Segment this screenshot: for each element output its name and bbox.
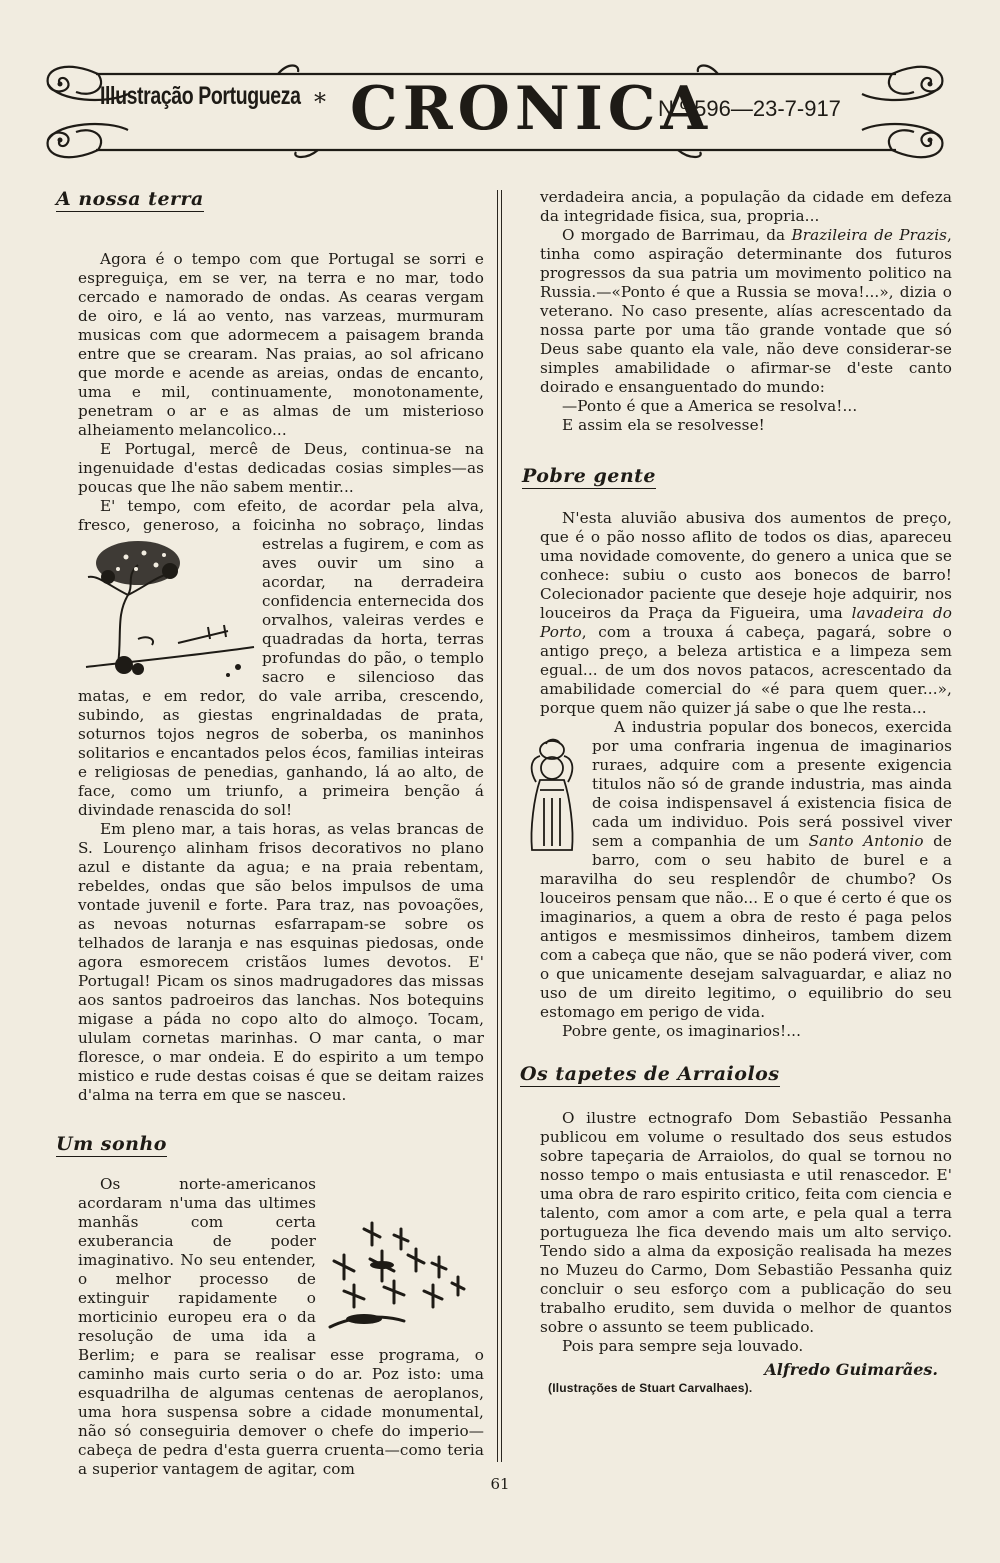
airplanes-illustration bbox=[324, 1215, 484, 1333]
page-title: CRONICA bbox=[350, 74, 713, 144]
left-column bbox=[56, 188, 484, 1479]
author-signature: Alfredo Guimarães. bbox=[764, 1360, 938, 1379]
section-title-tapetes-arraiolos: Os tapetes de Arraiolos bbox=[520, 1063, 780, 1085]
paragraph: Os norte-americanos acordaram n'uma das ultimes manhãs com certa exuberancia de poder imaginativo. No seu entender, o melhor processo de extinguir rapidamente o morticinio europeu era o da resolução de uma ida a Berlim; e para se realisar esse programa, o caminho mais curto seria o do ar. Poz isto: uma esquadrilha de algumas centenas de aeroplanos, uma hora suspensa sobre a cidade monumental, não só conseguiria demover o chefe do imperio—cabeça de pedra d'esta guerra cruenta—como teria a superior vantagem de agitar, com bbox=[78, 1175, 484, 1478]
quote-line: —Ponto é que a America se resolva!... bbox=[562, 397, 858, 415]
illustration-credit: (Ilustrações de Stuart Carvalhaes). bbox=[548, 1381, 753, 1395]
section-title-pobre-gente: Pobre gente bbox=[522, 465, 657, 487]
paragraph bbox=[540, 718, 952, 1022]
paragraph: E Portugal, mercê de Deus, continua-se na ingenuidade d'estas dedicadas cosias simples—as poucas que lhe não sabem mentir... bbox=[78, 440, 484, 496]
clay-doll-illustration bbox=[522, 738, 582, 858]
text-run: , com a trouxa á cabeça, pagará, sobre o antigo preço, a beleza artistica e a limpeza sem egual... de um dos novos patacos, acrescentado da amabilidade comercial do «é para quem quer...», porque quem não quizer já sabe o que lhe resta... bbox=[540, 623, 952, 717]
separator-star: * bbox=[314, 88, 326, 116]
paragraph: verdadeira ancia, a população da cidade em defeza da integridade fisica, sua, propria... bbox=[540, 188, 952, 225]
paragraph: E' tempo, com efeito, de acordar pela alva, fresco, generoso, a foicinha no sobraço, lindas estrelas a fugirem, e com as aves ouvir um sino a acordar, na derradeira confidencia enternecida dos orvalhos, valeiras verdes e quadradas da horta, terras profundas do pão, o templo sacro e silencioso das matas, e em redor, do vale arriba, crescendo, subindo, as giestas engrinaldadas de prata, soturnos tojos negros de soberba, os maninhos solitarios e encantados pelos écos, familias inteiras e religiosas de penedias, ganhando, lá ao alto, de face, como um triunfo, a primeira benção á divindade renascida do sol! bbox=[78, 497, 484, 819]
paragraph: Em pleno mar, a tais horas, as velas brancas de S. Lourenço alinham frisos decorativos no plano azul e distante da agua; e na praia rebentam, rebeldes, ondas que são belos impulsos de uma vontade juvenil e forte. Para traz, nas povoações, as nevoas noturnas esfarrapam-se sobre os telhados de laranja e nas esquinas piedosas, onde agora esmorecem cristãos lumes devotos. E' Portugal! Picam os sinos madrugadores das missas aos santos padroeiros das lanchas. Nos botequins migase a páda no copo alto do almoço. Tocam, ululam cornetas marinhas. O mar canta, o mar floresce, o mar ondeia. E do espirito a um tempo mistico e rude destas coisas é que se deitam raizes d'alma na terra em que se nasceu. bbox=[78, 820, 484, 1104]
section-title-nossa-terra: A nossa terra bbox=[56, 188, 204, 210]
italic-title: lavadeira do Porto bbox=[540, 604, 952, 641]
right-column bbox=[520, 188, 952, 1395]
paragraph: Pobre gente, os imaginarios!... bbox=[562, 1022, 802, 1040]
section-title-um-sonho: Um sonho bbox=[56, 1133, 167, 1155]
column-divider bbox=[497, 190, 502, 1462]
italic-title: Brazileira de Prazis bbox=[791, 226, 948, 244]
tree-landscape-illustration bbox=[78, 535, 256, 685]
paragraph: O ilustre ectnografo Dom Sebastião Pessanha publicou em volume o resultado dos seus estudos sobre tapeçaria de Arraiolos, do qual se tornou no nosso tempo o mais entusiasta e util renascedor. E' uma obra de raro espirito critico, feita com ciencia e talento, com amor a com arte, e pela qual a terra portugueza lhe fica devendo mais um alto serviço. Tendo sido a alma da exposição realisada ha mezes no Muzeu do Carmo, Dom Sebastião Pessanha quiz concluir o seu esforço com a publicação do seu trabalho erudito, sem duvida o melhor de quantos sobre o assunto se teem publicado. bbox=[540, 1109, 952, 1336]
paragraph: E assim ela se resolvesse! bbox=[562, 416, 765, 434]
paragraph: Agora é o tempo com que Portugal se sorri e espreguiça, em se ver, na terra e no mar, todo cercado e namorado de ondas. As cearas vergam de oiro, e lá ao vento, nas varzeas, murmuram musicas com que adormecem a paisagem branda entre que se crearam. Nas praias, ao sol africano que morde e acende as areias, ondas de encanto, uma e mil, continuamente, monotonamente, penetram o ar e as almas de um misterioso alheiamento melancolico... bbox=[78, 250, 484, 439]
text-run: A industria popular dos bonecos, exercida por uma confraria ingenua de imaginarios ruraes, adquire com a presente exigencia titulos não só de grande industria, mas ainda de coisa indispensavel á existencia fisica de cada um individuo. Pois será possivel viver sem a companhia de um bbox=[592, 718, 952, 850]
paragraph: Pois para sempre seja louvado. bbox=[562, 1337, 804, 1355]
italic-title: Santo Antonio bbox=[808, 832, 924, 850]
text-run: , tinha como aspiração determinante dos futuros progressos da sua patria um movimento politico na Russia.—«Ponto é que a Russia se mova!...», dizia o veterano. No caso presente, alías acrescentado da nossa parte por uma tão grande vontade que só Deus sabe quanto ela vale, não deve considerar-se simples amabilidade o afirmar-se d'este canto doirado e ensanguentado do mundo: bbox=[540, 226, 952, 396]
text-run: de barro, com o seu habito de burel e a maravilha do seu resplendôr de chumbo? Os louceiros pensam que não... E o que é certo é que os imaginarios, a quem a obra de resto é paga pelos antigos e mesmissimos dinheiros, tambem dizem com a cabeça que não, que se não poderá viver, com o que unicamente desejam salvaguardar, e aliaz no uso de um direito legitimo, o equilibrio do seu estomago em perigo de vida. bbox=[540, 832, 952, 1021]
page-number: 61 bbox=[490, 1475, 510, 1493]
text-run: N'esta aluvião abusiva dos aumentos de preço, que é o pão nosso aflito de todos os dias, apareceu uma novidade comovente, do genero a unica que se conhece: subiu o custo aos bonecos de barro! Colecionador paciente que deseje hoje adquirir, nos louceiros da Praça da Figueira, uma bbox=[540, 509, 952, 622]
paragraph bbox=[540, 509, 952, 718]
masthead-title: Illustração Portugueza bbox=[100, 82, 301, 110]
issue-number-date: N.º 596—23-7-917 bbox=[658, 96, 841, 121]
text-run: O morgado de Barrimau, da bbox=[562, 226, 792, 244]
paragraph bbox=[540, 226, 952, 397]
